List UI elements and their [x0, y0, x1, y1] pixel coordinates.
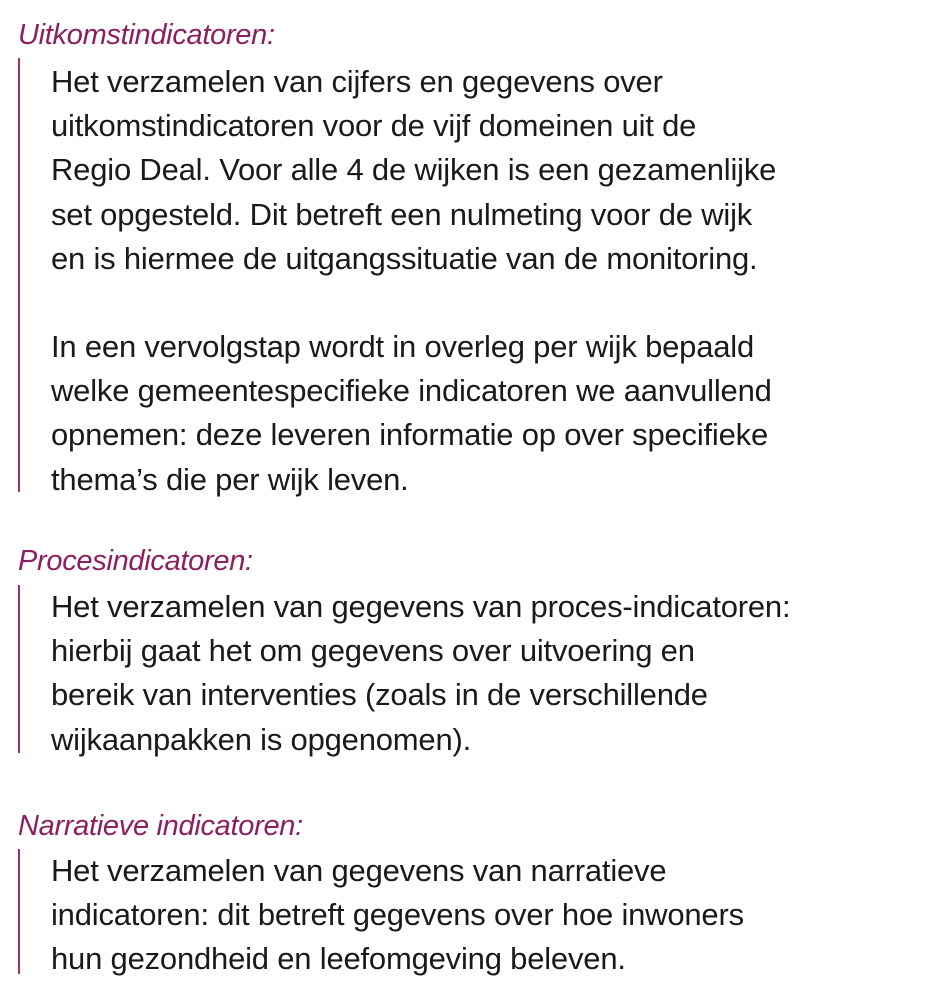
- text-line: wijkaanpakken is opgenomen).: [51, 721, 472, 757]
- section-body: [18, 58, 777, 497]
- text-line: Het verzamelen van gegevens van proces-indicatoren:: [51, 589, 791, 624]
- text-line: bereik van interventies (zoals in de verschillende: [51, 677, 708, 713]
- text-line: opnemen: deze leveren informatie op over specifieke: [51, 417, 768, 453]
- text-line: indicatoren: dit betreft gegevens over hoe inwoners: [51, 897, 744, 933]
- section-heading: Uitkomstindicatoren:: [18, 19, 275, 51]
- text-line: set opgesteld. Dit betreft een nulmeting voor de wijk: [51, 196, 753, 232]
- text-line: In een vervolgstap wordt in overleg per wijk bepaald: [51, 329, 755, 365]
- text-line: welke gemeentespecifieke indicatoren we aanvullend: [51, 373, 772, 409]
- paragraph: [51, 325, 776, 502]
- paragraph: [51, 849, 744, 982]
- text-line: Het verzamelen van gegevens van narratieve: [51, 853, 667, 888]
- paragraph-gap: [51, 281, 776, 325]
- text-line: Regio Deal. Voor alle 4 de wijken is een gezamenlijke: [51, 152, 777, 188]
- text-line: thema’s die per wijk leven.: [51, 461, 409, 497]
- text-line: hun gezondheid en leefomgeving beleven.: [51, 941, 626, 977]
- text-line: uitkomstindicatoren voor de vijf domeinen uit de: [51, 108, 697, 144]
- section-heading: Procesindicatoren:: [18, 545, 253, 577]
- paragraph: [51, 58, 776, 281]
- text-line: en is hiermee de uitgangssituatie van de monitoring.: [51, 240, 758, 276]
- text-line: Het verzamelen van cijfers en gegevens over: [51, 64, 663, 99]
- section-body: [18, 585, 791, 757]
- paragraph: [51, 585, 790, 762]
- section-heading: Narratieve indicatoren:: [18, 810, 303, 842]
- text-line: hierbij gaat het om gegevens over uitvoering en: [51, 633, 695, 669]
- section-body: [18, 849, 744, 977]
